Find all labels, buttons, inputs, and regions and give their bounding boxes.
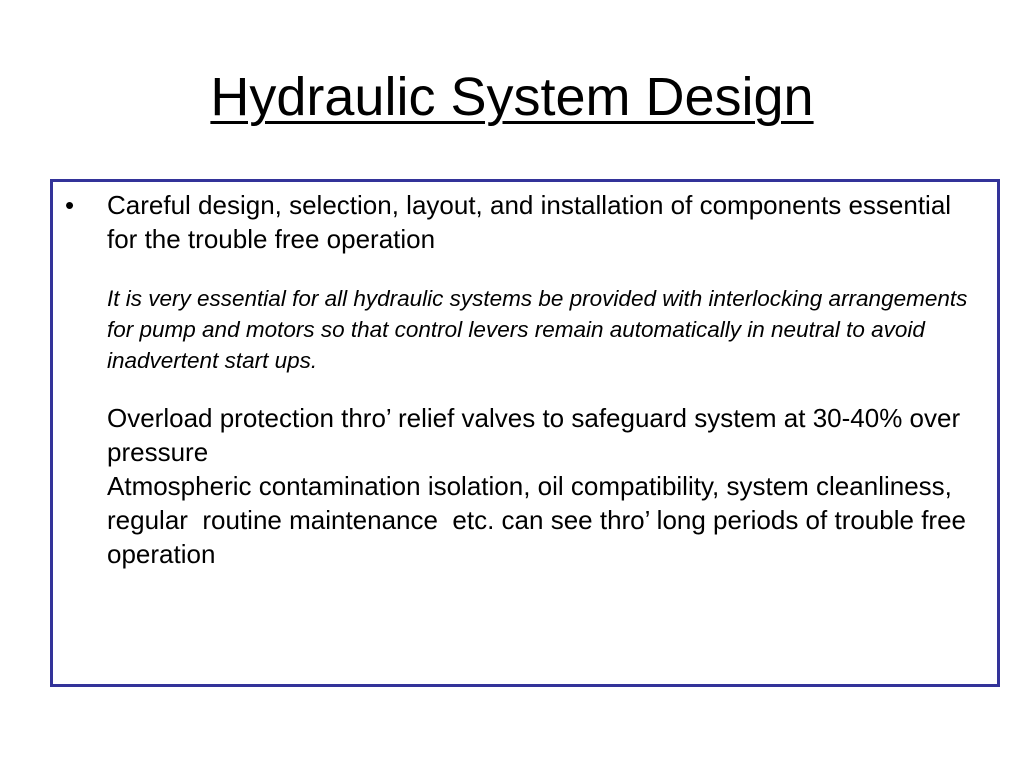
paragraph-design-selection: Careful design, selection, layout, and installation of components essential for the trouble free operation [107,190,959,254]
bullet-body [107,188,987,571]
slide-title: Hydraulic System Design [210,67,814,127]
bullet-item [61,188,991,571]
paragraph-overload-protection: Overload protection thro’ relief valves to safeguard system at 30-40% over pressure [107,403,968,467]
paragraph-interlocking-note: It is very essential for all hydraulic systems be provided with interlocking arrangements for pump and motors so that control levers remain automatically in neutral to avoid inadvertent start ups. [107,286,974,373]
bullet-marker: • [65,190,75,220]
content-box [50,179,1000,687]
paragraph-contamination-maintenance: Atmospheric contamination isolation, oil compatibility, system cleanliness, regular routine maintenance etc. can see thro’ long periods of trouble free operation [107,471,974,569]
